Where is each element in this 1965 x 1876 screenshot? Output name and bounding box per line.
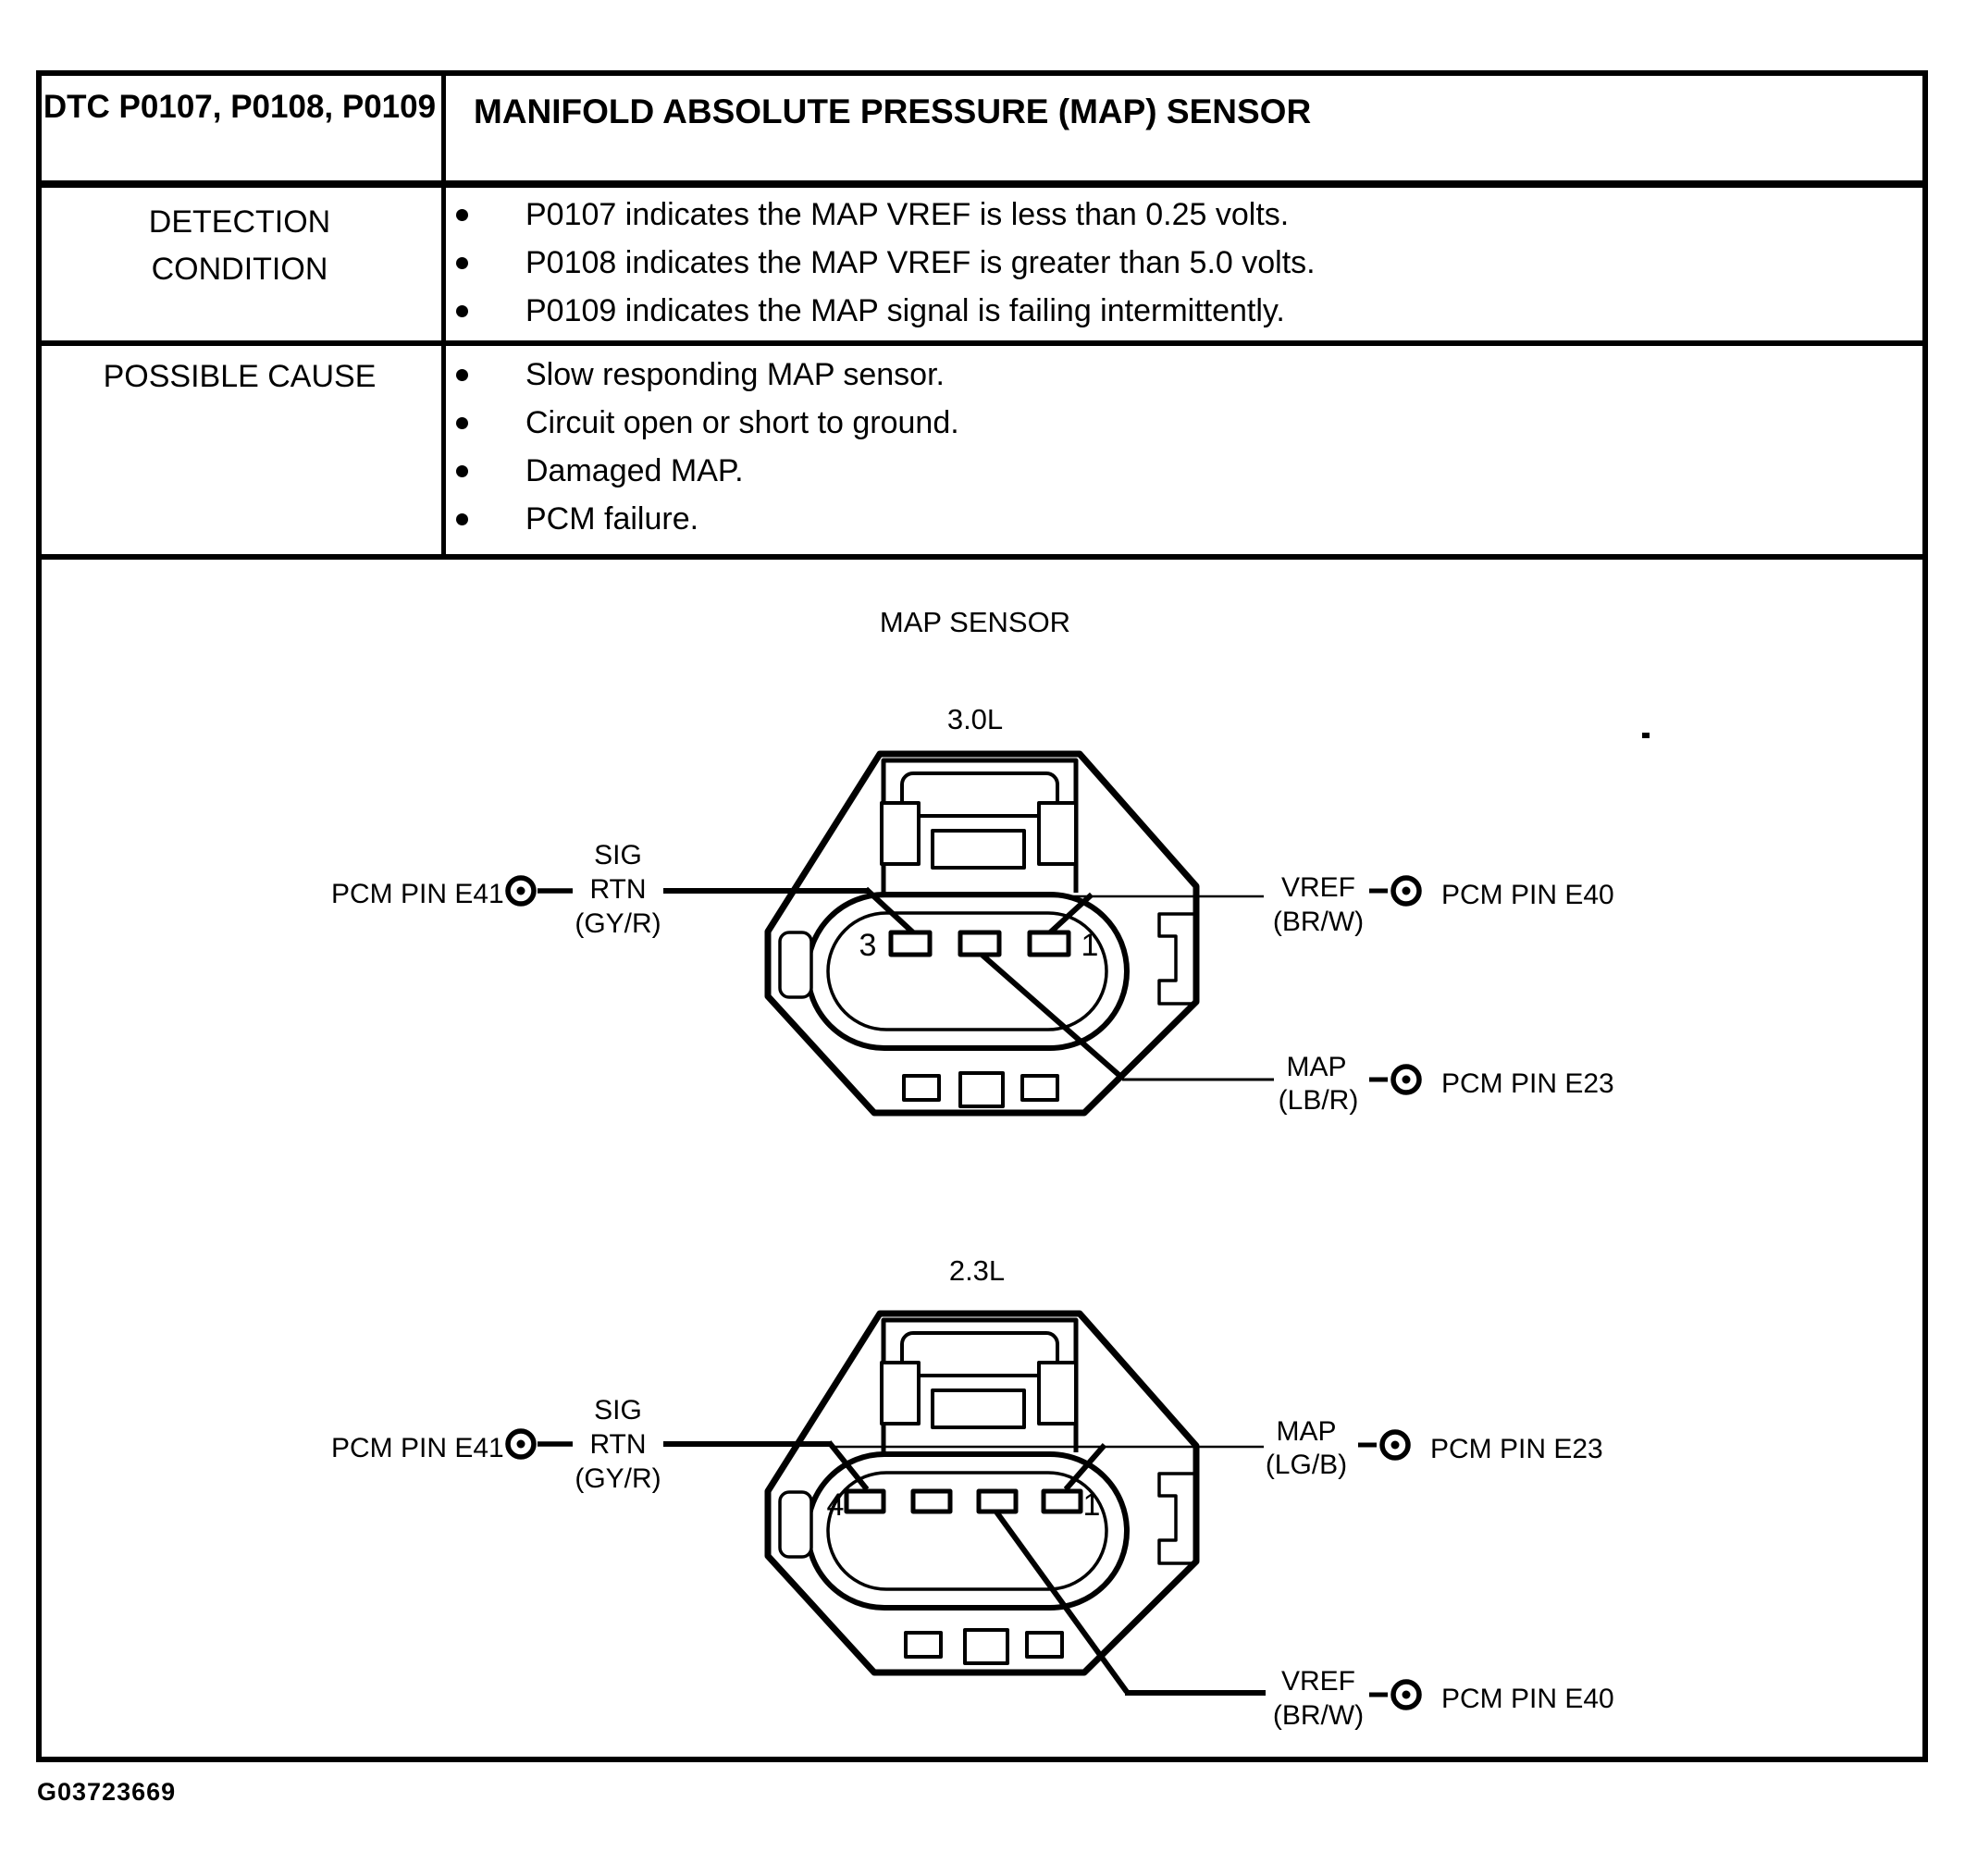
wire-label-sig: SIG — [594, 1395, 642, 1426]
wire-color-brw: (BR/W) — [1272, 1700, 1365, 1731]
pin-slot-4 — [847, 1491, 884, 1512]
index-slot — [960, 1073, 1003, 1106]
terminal-dot-icon — [1391, 1441, 1400, 1450]
latch-detail — [902, 1333, 1057, 1376]
list-item: Slow responding MAP sensor. — [456, 351, 959, 399]
latch-detail — [1039, 1363, 1076, 1424]
pin-slot-3 — [913, 1491, 950, 1512]
list-item: P0108 indicates the MAP VREF is greater than 5.0 volts. — [456, 239, 1316, 287]
wire-color-lbr: (LB/R) — [1278, 1085, 1359, 1116]
index-slot — [1027, 1633, 1062, 1657]
terminal-dot-icon — [1403, 1691, 1411, 1699]
list-item: P0109 indicates the MAP signal is failing intermittently. — [456, 287, 1316, 335]
latch-detail — [902, 773, 1057, 816]
connector-2_3l — [331, 1254, 1614, 1731]
pin-slot-2 — [979, 1491, 1016, 1512]
list-item: Damaged MAP. — [456, 447, 959, 495]
connector-3_0l — [331, 703, 1614, 1116]
terminal-dot-icon — [517, 887, 525, 895]
pin-slot-1 — [1030, 932, 1069, 955]
pcm-pin-e41-label: PCM PIN E41 — [331, 879, 504, 909]
wire-color-lgb: (LG/B) — [1265, 1450, 1348, 1480]
pcm-pin-e23-label: PCM PIN E23 — [1441, 1068, 1614, 1099]
pin-number-left: 4 — [826, 1487, 845, 1523]
map-leader — [1066, 1445, 1105, 1489]
variant-label: 3.0L — [946, 703, 1004, 735]
index-slot — [1022, 1076, 1057, 1100]
variant-label: 2.3L — [948, 1254, 1006, 1287]
side-notch — [1159, 914, 1196, 1004]
wire-label-map: MAP — [1276, 1416, 1337, 1447]
wire-color-gyr: (GY/R) — [575, 1463, 661, 1494]
terminal-dot-icon — [1403, 1076, 1411, 1084]
wire-label-vref: VREF — [1280, 872, 1356, 903]
wire-label-rtn: RTN — [589, 874, 647, 905]
side-keyway — [780, 1492, 811, 1557]
page-title: MANIFOLD ABSOLUTE PRESSURE (MAP) SENSOR — [474, 93, 1312, 130]
sig-rtn-leader — [829, 1442, 867, 1489]
pin-slot-3 — [891, 932, 930, 955]
latch-detail — [933, 831, 1024, 868]
pin-number-right: 1 — [1081, 928, 1099, 963]
latch-detail — [933, 1390, 1024, 1427]
wire-label-vref: VREF — [1280, 1666, 1356, 1697]
wire-label-sig: SIG — [594, 840, 642, 870]
detection-condition-label: DETECTION CONDITION — [148, 204, 331, 287]
terminal-dot-icon — [517, 1440, 525, 1449]
dtc-code-cell: DTC P0107, P0108, P0109 — [43, 89, 437, 125]
latch-detail — [882, 803, 919, 864]
list-item: P0107 indicates the MAP VREF is less than 0.25 volts. — [456, 191, 1316, 239]
wire-color-gyr: (GY/R) — [575, 908, 661, 939]
pin-slot-2 — [960, 932, 999, 955]
terminal-dot-icon — [1403, 887, 1411, 895]
diagram-title: MAP SENSOR — [879, 606, 1071, 638]
side-notch — [1159, 1474, 1196, 1563]
pin-number-left: 3 — [859, 928, 877, 963]
pcm-pin-e41-label: PCM PIN E41 — [331, 1433, 504, 1463]
possible-cause-label: POSSIBLE CAUSE — [103, 359, 377, 394]
figure-id: G03723669 — [37, 1778, 177, 1806]
latch-detail — [1039, 803, 1076, 864]
index-slot — [965, 1630, 1007, 1663]
pin-slot-1 — [1044, 1491, 1081, 1512]
index-slot — [904, 1076, 939, 1100]
pcm-pin-e23-label: PCM PIN E23 — [1430, 1434, 1603, 1464]
stray-mark — [1642, 733, 1650, 738]
wire-color-brw: (BR/W) — [1272, 907, 1365, 937]
latch-detail — [882, 1363, 919, 1424]
wire-label-rtn: RTN — [589, 1429, 647, 1460]
pin-number-right: 1 — [1082, 1487, 1101, 1523]
wire-label-map: MAP — [1286, 1052, 1347, 1082]
list-item: Circuit open or short to ground. — [456, 399, 959, 447]
connector-cavity-outer — [808, 895, 1127, 1048]
pcm-pin-e40-label: PCM PIN E40 — [1441, 880, 1614, 910]
side-keyway — [780, 932, 811, 997]
pcm-pin-e40-label: PCM PIN E40 — [1441, 1684, 1614, 1714]
index-slot — [906, 1633, 941, 1657]
list-item: PCM failure. — [456, 495, 959, 543]
map-leader — [980, 953, 1123, 1079]
